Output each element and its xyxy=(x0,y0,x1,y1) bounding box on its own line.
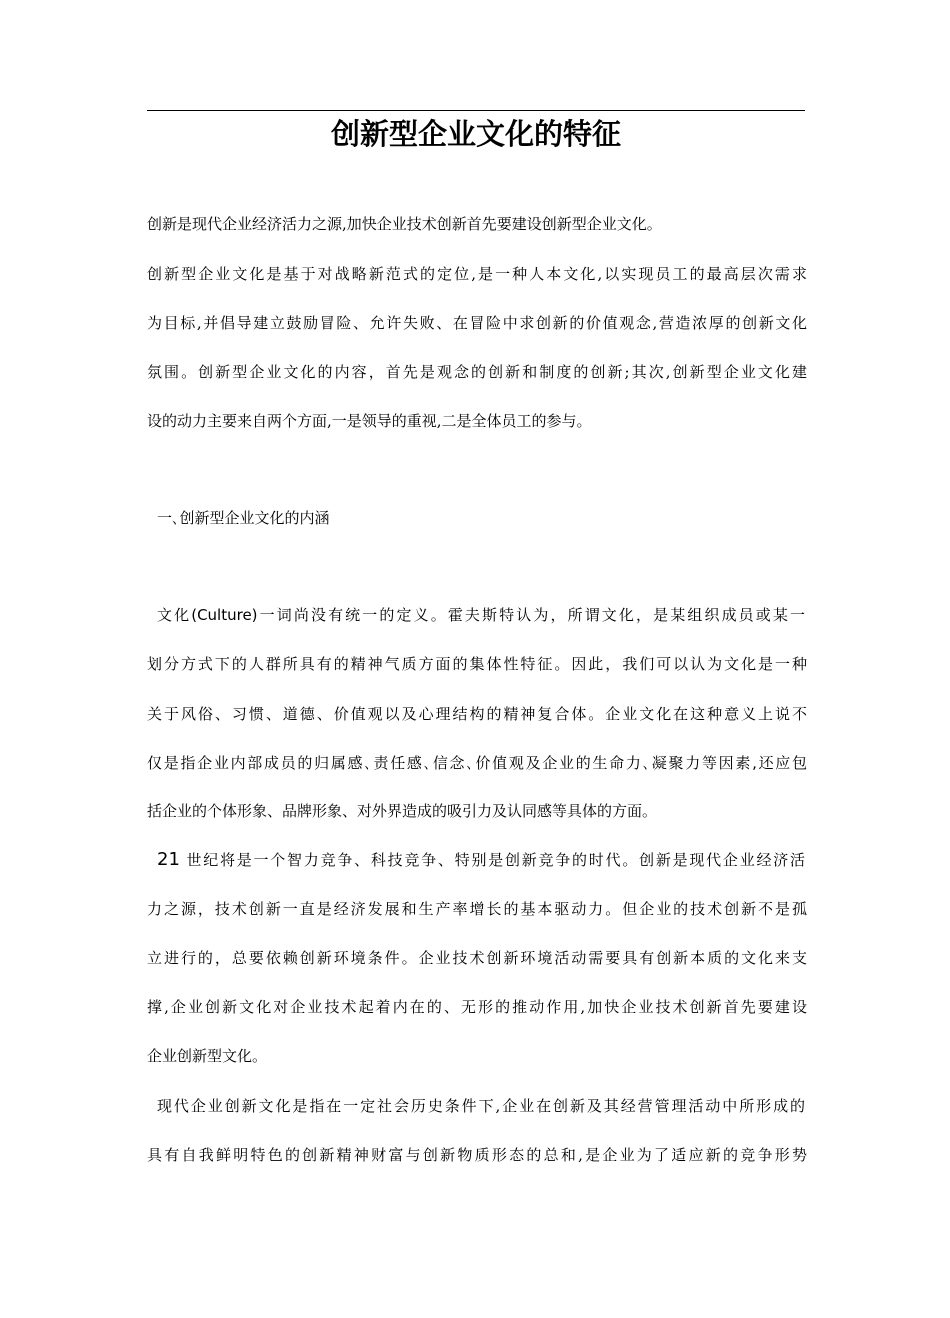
para3-line-5: 企业创新型文化。 xyxy=(147,1047,268,1065)
para4-line-2: 具有自我鲜明特色的创新精神财富与创新物质形态的总和,是企业为了适应新的竞争形势 xyxy=(147,1146,807,1164)
para2-line-4: 仅是指企业内部成员的归属感､责任感､信念､价值观及企业的生命力､凝聚力等因素,还应包 xyxy=(147,754,807,772)
para2-line-3: 关于风俗、习惯、道德、价值观以及心理结构的精神复合体。企业文化在这种意义上说不 xyxy=(147,705,807,723)
para1-line-2: 为目标,并倡导建立鼓励冒险、允许失败、在冒险中求创新的价值观念,营造浓厚的创新文化 xyxy=(147,314,807,332)
para3-line-1-text: 世纪将是一个智力竞争、科技竞争、特别是创新竞争的时代。创新是现代企业经济活 xyxy=(186,851,805,869)
para2-line-1: 文化(Culture)一词尚没有统一的定义。霍夫斯特认为，所谓文化，是某组织成员或某一 xyxy=(157,606,805,624)
para3-line-4: 撑,企业创新文化对企业技术起着内在的、无形的推动作用,加快企业技术创新首先要建设 xyxy=(147,998,807,1016)
document-title: 创新型企业文化的特征 xyxy=(330,117,621,151)
para3-line-2: 力之源，技术创新一直是经济发展和生产率增长的基本驱动力。但企业的技术创新不是孤 xyxy=(147,900,807,918)
para3-line-1 xyxy=(157,849,805,871)
para2-line-5: 括企业的个体形象、品牌形象、对外界造成的吸引力及认同感等具体的方面。 xyxy=(147,802,658,820)
para3-line-3: 立进行的，总要依赖创新环境条件。企业技术创新环境活动需要具有创新本质的文化来支 xyxy=(147,949,807,967)
header-rule xyxy=(147,110,805,111)
intro-line: 创新是现代企业经济活力之源,加快企业技术创新首先要建设创新型企业文化。 xyxy=(147,215,662,233)
para4-line-1: 现代企业创新文化是指在一定社会历史条件下,企业在创新及其经营管理活动中所形成的 xyxy=(157,1097,805,1115)
para1-line-1: 创新型企业文化是基于对战略新范式的定位,是一种人本文化,以实现员工的最高层次需求 xyxy=(147,265,807,283)
section-heading: 一､创新型企业文化的内涵 xyxy=(157,509,330,527)
para1-line-3: 氛围。创新型企业文化的内容，首先是观念的创新和制度的创新;其次,创新型企业文化建 xyxy=(147,363,807,381)
para2-line-2: 划分方式下的人群所具有的精神气质方面的集体性特征。因此，我们可以认为文化是一种 xyxy=(147,655,807,673)
para3-number: 21 xyxy=(157,849,180,870)
para1-line-4: 设的动力主要来自两个方面,一是领导的重视,二是全体员工的参与。 xyxy=(147,412,592,430)
